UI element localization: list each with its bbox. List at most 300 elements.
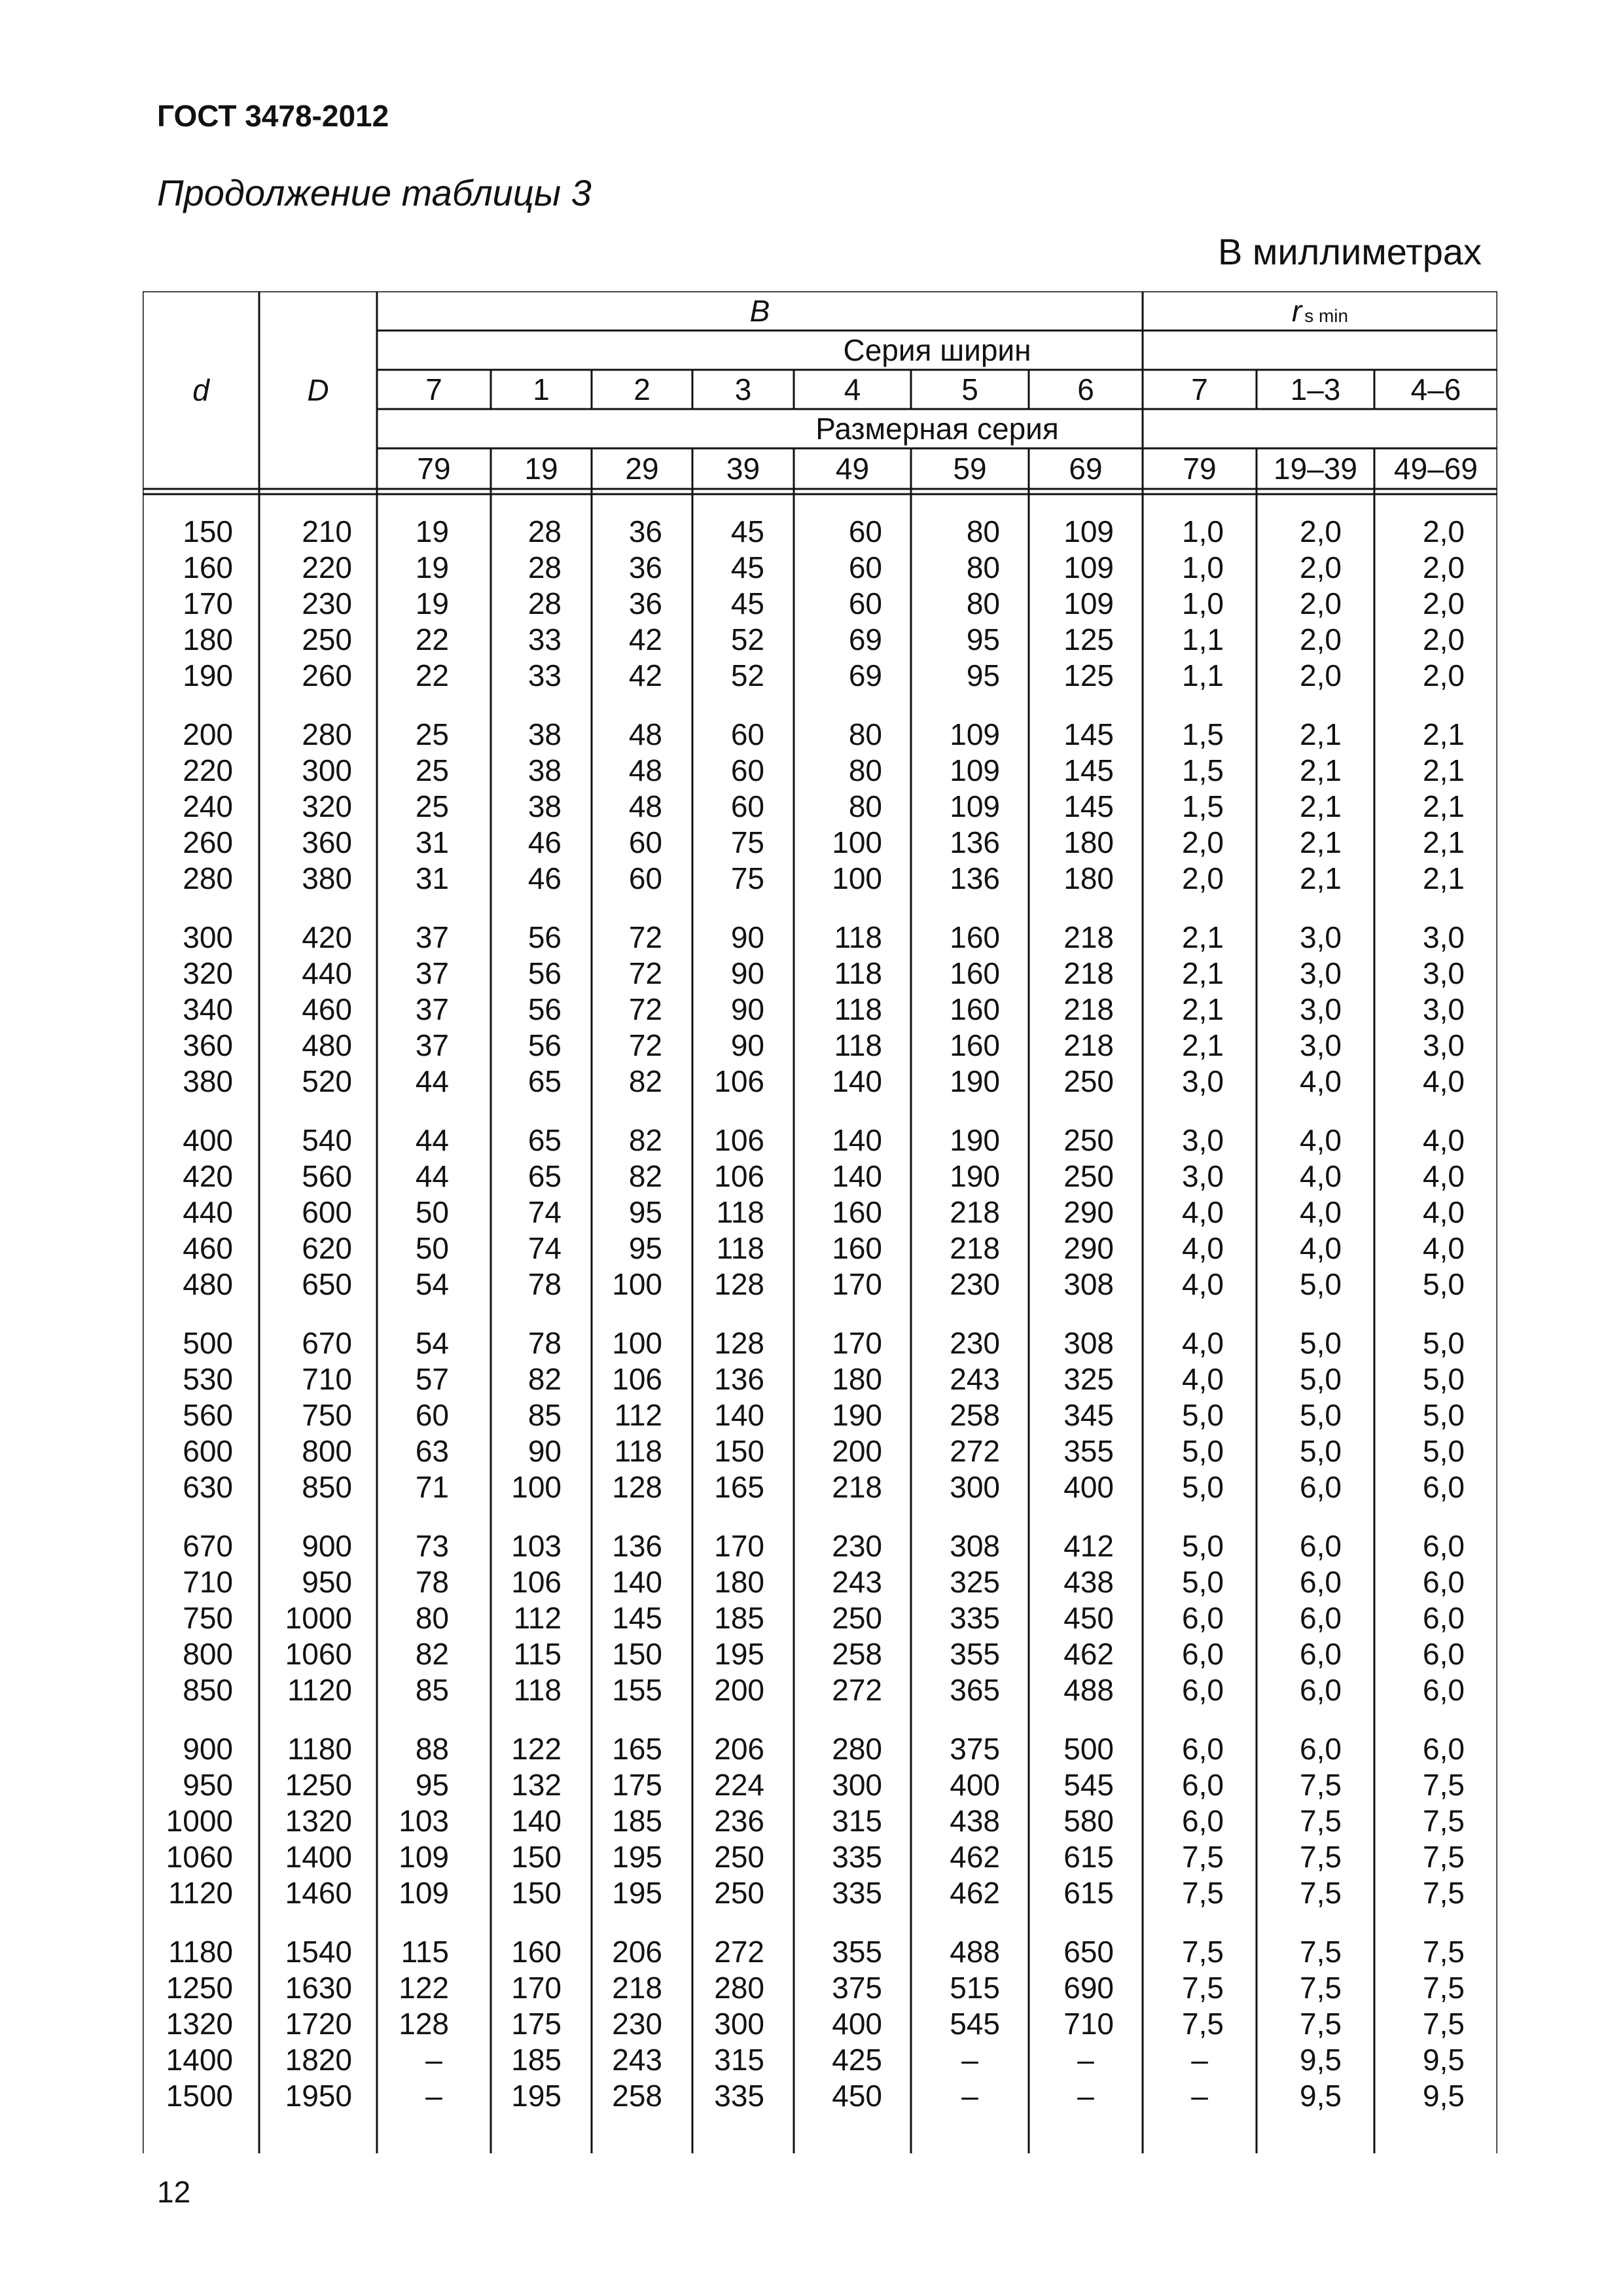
table-cell: 210 xyxy=(302,514,352,548)
table-cell: 375 xyxy=(832,1971,882,2005)
table-cell: 1400 xyxy=(166,2043,233,2077)
table-cell: 615 xyxy=(1063,1840,1114,1874)
table-cell: 60 xyxy=(730,789,764,823)
table-cell: 2,0 xyxy=(1300,514,1342,548)
table-row xyxy=(143,1433,1497,1469)
document-code: ГОСТ 3478-2012 xyxy=(157,99,389,133)
table-cell: 118 xyxy=(834,1028,882,1062)
table-cell: 380 xyxy=(183,1064,233,1098)
table-row xyxy=(143,1122,1497,1158)
table-cell: 240 xyxy=(183,789,233,823)
table-cell: 37 xyxy=(415,956,449,990)
table-cell: 1180 xyxy=(287,1732,352,1766)
table-cell: 150 xyxy=(183,514,233,548)
table-row xyxy=(143,586,1497,622)
table-cell: 1320 xyxy=(166,2007,233,2041)
table-cell: 224 xyxy=(714,1768,764,1802)
table-cell: 100 xyxy=(832,825,882,859)
width-code: 4 xyxy=(844,372,861,406)
table-cell: 230 xyxy=(302,586,352,620)
table-cell: 440 xyxy=(183,1195,233,1229)
table-cell: 1120 xyxy=(287,1673,352,1707)
table-cell: 90 xyxy=(527,1434,562,1468)
table-cell: 218 xyxy=(950,1195,1000,1229)
table-cell: 650 xyxy=(1063,1935,1114,1969)
table-row xyxy=(143,1934,1497,1970)
table-cell: 82 xyxy=(628,1064,662,1098)
table-cell: 100 xyxy=(612,1326,662,1360)
table-cell: 6,0 xyxy=(1300,1529,1342,1563)
table-cell: 1540 xyxy=(285,1935,352,1969)
row-group xyxy=(143,920,1497,1096)
table-cell: 950 xyxy=(183,1768,233,1802)
table-caption: Продолжение таблицы 3 xyxy=(157,172,592,213)
table-cell: 2,0 xyxy=(1300,658,1342,692)
table-cell: 6,0 xyxy=(1300,1601,1342,1635)
table-cell: 54 xyxy=(415,1267,449,1301)
table-cell: 320 xyxy=(302,789,352,823)
table-row xyxy=(143,1230,1497,1266)
table-cell: 80 xyxy=(848,789,882,823)
table-cell: 195 xyxy=(714,1637,764,1671)
table-cell: 260 xyxy=(183,825,233,859)
table-cell: – xyxy=(961,2043,978,2077)
table-cell: 243 xyxy=(612,2043,662,2077)
table-cell: 400 xyxy=(1063,1470,1114,1504)
table-cell: 650 xyxy=(302,1267,352,1301)
table-cell: 218 xyxy=(950,1231,1000,1265)
table-cell: 118 xyxy=(716,1195,764,1229)
table-cell: 48 xyxy=(628,717,662,751)
table-cell: 4,0 xyxy=(1423,1123,1465,1157)
table-cell: 5,0 xyxy=(1423,1267,1465,1301)
table-cell: 80 xyxy=(966,514,1000,548)
width-code: 4–6 xyxy=(1410,372,1461,406)
table-cell: 280 xyxy=(183,861,233,895)
table-cell: 1060 xyxy=(285,1637,352,1671)
table-cell: 220 xyxy=(302,550,352,584)
table-cell: 258 xyxy=(832,1637,882,1671)
dimension-code: 79 xyxy=(1183,452,1217,486)
table-cell: 5,0 xyxy=(1182,1398,1224,1432)
table-cell: 80 xyxy=(415,1601,449,1635)
table-cell: 150 xyxy=(511,1876,562,1910)
table-cell: 200 xyxy=(832,1434,882,1468)
table-cell: 180 xyxy=(714,1565,764,1599)
table-cell: 170 xyxy=(183,586,233,620)
table-cell: 50 xyxy=(415,1231,449,1265)
table-cell: 230 xyxy=(832,1529,882,1563)
table-cell: 44 xyxy=(415,1159,449,1193)
table-cell: 5,0 xyxy=(1423,1362,1465,1396)
table-cell: 2,1 xyxy=(1182,956,1224,990)
table-cell: 60 xyxy=(415,1398,449,1432)
width-code: 3 xyxy=(734,372,752,406)
table-cell: 670 xyxy=(302,1326,352,1360)
table-cell: 56 xyxy=(527,920,562,954)
table-cell: 620 xyxy=(302,1231,352,1265)
table-row xyxy=(143,514,1497,550)
table-cell: 236 xyxy=(714,1804,764,1838)
table-cell: 160 xyxy=(950,956,1000,990)
table-cell: 450 xyxy=(1063,1601,1114,1635)
table-row xyxy=(143,622,1497,658)
table-cell: 109 xyxy=(399,1876,449,1910)
table-cell: 160 xyxy=(183,550,233,584)
table-cell: 2,0 xyxy=(1423,514,1465,548)
table-cell: – xyxy=(1077,2043,1094,2077)
table-cell: 230 xyxy=(950,1326,1000,1360)
table-cell: 65 xyxy=(527,1159,562,1193)
table-cell: 109 xyxy=(950,717,1000,751)
table-cell: 7,5 xyxy=(1423,1876,1465,1910)
table-cell: 1,0 xyxy=(1182,550,1224,584)
table-cell: 3,0 xyxy=(1300,1028,1342,1062)
table-cell: 140 xyxy=(832,1064,882,1098)
table-cell: 150 xyxy=(714,1434,764,1468)
table-cell: 82 xyxy=(628,1159,662,1193)
table-cell: 45 xyxy=(730,586,764,620)
table-row xyxy=(143,1731,1497,1767)
table-cell: 340 xyxy=(183,992,233,1026)
table-cell: 75 xyxy=(730,825,764,859)
table-cell: 325 xyxy=(1063,1362,1114,1396)
table-cell: 78 xyxy=(415,1565,449,1599)
table-cell: 218 xyxy=(832,1470,882,1504)
table-cell: 82 xyxy=(628,1123,662,1157)
table-cell: 7,5 xyxy=(1182,1840,1224,1874)
table-cell: 37 xyxy=(415,920,449,954)
table-cell: 218 xyxy=(1063,956,1114,990)
table-cell: 335 xyxy=(832,1876,882,1910)
table-cell: 4,0 xyxy=(1182,1362,1224,1396)
units-label: В миллиметрах xyxy=(1217,231,1482,272)
table-cell: 5,0 xyxy=(1300,1362,1342,1396)
table-cell: 136 xyxy=(714,1362,764,1396)
table-cell: 37 xyxy=(415,1028,449,1062)
table-cell: 2,1 xyxy=(1182,920,1224,954)
table-cell: 9,5 xyxy=(1300,2079,1342,2113)
table-cell: 7,5 xyxy=(1300,2007,1342,2041)
table-cell: 6,0 xyxy=(1423,1565,1465,1599)
table-cell: 44 xyxy=(415,1123,449,1157)
table-cell: 145 xyxy=(1063,753,1114,787)
table-cell: 4,0 xyxy=(1182,1231,1224,1265)
table-cell: 6,0 xyxy=(1300,1470,1342,1504)
table-cell: 128 xyxy=(399,2007,449,2041)
table-cell: 118 xyxy=(834,920,882,954)
table-cell: 36 xyxy=(628,586,662,620)
table-cell: 33 xyxy=(527,658,562,692)
table-row xyxy=(143,956,1497,992)
table-cell: 4,0 xyxy=(1300,1123,1342,1157)
table-cell: 19 xyxy=(415,586,449,620)
row-group xyxy=(143,1122,1497,1299)
table-row xyxy=(143,1064,1497,1100)
table-cell: 1630 xyxy=(285,1971,352,2005)
table-cell: 115 xyxy=(513,1637,562,1671)
table-cell: 750 xyxy=(302,1398,352,1432)
table-cell: 56 xyxy=(527,992,562,1026)
table-cell: 220 xyxy=(183,753,233,787)
table-cell: 140 xyxy=(612,1565,662,1599)
table-cell: – xyxy=(1077,2079,1094,2113)
table-cell: 60 xyxy=(730,717,764,751)
table-cell: 9,5 xyxy=(1423,2043,1465,2077)
table-cell: 4,0 xyxy=(1300,1064,1342,1098)
table-cell: 2,0 xyxy=(1423,622,1465,656)
table-cell: 1120 xyxy=(168,1876,233,1910)
table-cell: 300 xyxy=(950,1470,1000,1504)
table-row xyxy=(143,2006,1497,2042)
table-cell: 5,0 xyxy=(1182,1529,1224,1563)
table-cell: 170 xyxy=(511,1971,562,2005)
table-cell: 185 xyxy=(612,1804,662,1838)
table-cell: 85 xyxy=(415,1673,449,1707)
table-cell: 6,0 xyxy=(1423,1637,1465,1671)
dimension-code: 49–69 xyxy=(1394,452,1478,486)
table-cell: – xyxy=(1191,2079,1208,2113)
table-cell: 440 xyxy=(302,956,352,990)
table-cell: 25 xyxy=(415,789,449,823)
table-cell: 72 xyxy=(628,956,662,990)
table-cell: 280 xyxy=(832,1732,882,1766)
table-cell: 195 xyxy=(612,1840,662,1874)
table-cell: 315 xyxy=(714,2043,764,2077)
table-cell: 5,0 xyxy=(1300,1398,1342,1432)
table-cell: 400 xyxy=(183,1123,233,1157)
table-cell: 109 xyxy=(1063,550,1114,584)
table-cell: 136 xyxy=(950,825,1000,859)
table-cell: 1820 xyxy=(285,2043,352,2077)
table-cell: 462 xyxy=(950,1840,1000,1874)
table-cell: 488 xyxy=(1063,1673,1114,1707)
table-cell: 2,0 xyxy=(1182,861,1224,895)
table-cell: 2,1 xyxy=(1423,717,1465,751)
table-cell: 290 xyxy=(1063,1231,1114,1265)
table-cell: 118 xyxy=(834,992,882,1026)
header-width-series: Серия ширин xyxy=(843,333,1031,367)
dimension-code: 49 xyxy=(835,452,870,486)
table-cell: 2,1 xyxy=(1182,1028,1224,1062)
table-row xyxy=(143,658,1497,694)
table-cell: 128 xyxy=(612,1470,662,1504)
row-group xyxy=(143,1528,1497,1705)
table-cell: 109 xyxy=(950,753,1000,787)
table-cell: 315 xyxy=(832,1804,882,1838)
table-cell: 3,0 xyxy=(1300,920,1342,954)
table-cell: 100 xyxy=(511,1470,562,1504)
table-cell: 140 xyxy=(832,1159,882,1193)
table-cell: 48 xyxy=(628,753,662,787)
table-cell: 950 xyxy=(302,1565,352,1599)
table-cell: 355 xyxy=(950,1637,1000,1671)
table-cell: 6,0 xyxy=(1300,1732,1342,1766)
table-cell: 420 xyxy=(183,1159,233,1193)
table-cell: 190 xyxy=(950,1064,1000,1098)
table-row xyxy=(143,1397,1497,1433)
table-cell: 106 xyxy=(714,1159,764,1193)
table-cell: 25 xyxy=(415,717,449,751)
table-cell: 380 xyxy=(302,861,352,895)
table-row xyxy=(143,1600,1497,1636)
table-cell: 4,0 xyxy=(1182,1195,1224,1229)
table-row xyxy=(143,1158,1497,1194)
table-cell: 420 xyxy=(302,920,352,954)
table-cell: 600 xyxy=(183,1434,233,1468)
table-cell: 69 xyxy=(848,622,882,656)
table-cell: 2,1 xyxy=(1300,825,1342,859)
table-cell: 480 xyxy=(302,1028,352,1062)
table-cell: 6,0 xyxy=(1182,1804,1224,1838)
table-cell: 160 xyxy=(832,1231,882,1265)
table-cell: 72 xyxy=(628,992,662,1026)
table-cell: 118 xyxy=(834,956,882,990)
table-cell: 90 xyxy=(730,956,764,990)
table-cell: 180 xyxy=(832,1362,882,1396)
table-cell: 2,1 xyxy=(1423,861,1465,895)
table-row xyxy=(143,1970,1497,2006)
table-cell: 109 xyxy=(950,789,1000,823)
table-cell: 710 xyxy=(183,1565,233,1599)
table-cell: 90 xyxy=(730,992,764,1026)
table-cell: 106 xyxy=(612,1362,662,1396)
table-cell: 82 xyxy=(415,1637,449,1671)
table-cell: 462 xyxy=(950,1876,1000,1910)
table-cell: 250 xyxy=(1063,1064,1114,1098)
table-cell: 365 xyxy=(950,1673,1000,1707)
table-cell: 3,0 xyxy=(1300,992,1342,1026)
table-cell: 3,0 xyxy=(1423,1028,1465,1062)
table-cell: 560 xyxy=(302,1159,352,1193)
table-row xyxy=(143,2078,1497,2114)
table-cell: 80 xyxy=(848,753,882,787)
table-cell: 280 xyxy=(302,717,352,751)
table-cell: 515 xyxy=(950,1971,1000,2005)
table-cell: 6,0 xyxy=(1300,1565,1342,1599)
table-cell: 42 xyxy=(628,658,662,692)
table-cell: 400 xyxy=(832,2007,882,2041)
table-cell: 488 xyxy=(950,1935,1000,1969)
table-cell: 7,5 xyxy=(1300,1768,1342,1802)
table-cell: 5,0 xyxy=(1423,1434,1465,1468)
table-cell: 145 xyxy=(612,1601,662,1635)
table-cell: 95 xyxy=(966,622,1000,656)
width-code: 7 xyxy=(425,372,442,406)
table-cell: 7,5 xyxy=(1300,1971,1342,2005)
table-cell: 46 xyxy=(527,825,562,859)
table-cell: 109 xyxy=(1063,586,1114,620)
table-cell: 33 xyxy=(527,622,562,656)
dimensions-table xyxy=(143,291,1497,2153)
table-cell: 100 xyxy=(832,861,882,895)
table-cell: 1320 xyxy=(285,1804,352,1838)
table-cell: 335 xyxy=(714,2079,764,2113)
table-cell: 218 xyxy=(1063,1028,1114,1062)
table-cell: 250 xyxy=(832,1601,882,1635)
table-cell: 19 xyxy=(415,550,449,584)
table-cell: 580 xyxy=(1063,1804,1114,1838)
table-cell: 300 xyxy=(832,1768,882,1802)
table-cell: 195 xyxy=(511,2079,562,2113)
table-cell: 7,5 xyxy=(1423,1768,1465,1802)
table-cell: 185 xyxy=(714,1601,764,1635)
table-cell: 2,1 xyxy=(1300,753,1342,787)
table-cell: 7,5 xyxy=(1423,1804,1465,1838)
table-cell: 200 xyxy=(183,717,233,751)
table-cell: 132 xyxy=(511,1768,562,1802)
table-cell: 2,0 xyxy=(1423,586,1465,620)
table-cell: 460 xyxy=(302,992,352,1026)
table-cell: 38 xyxy=(527,789,562,823)
table-cell: 136 xyxy=(950,861,1000,895)
table-cell: 95 xyxy=(966,658,1000,692)
table-cell: 1000 xyxy=(285,1601,352,1635)
header-B: B xyxy=(749,294,770,328)
table-cell: 69 xyxy=(848,658,882,692)
table-cell: 80 xyxy=(848,717,882,751)
table-cell: 19 xyxy=(415,514,449,548)
table-cell: 122 xyxy=(511,1732,562,1766)
table-cell: 6,0 xyxy=(1182,1768,1224,1802)
table-cell: 122 xyxy=(399,1971,449,2005)
table-cell: 438 xyxy=(950,1804,1000,1838)
table-cell: 103 xyxy=(399,1804,449,1838)
table-cell: 95 xyxy=(628,1231,662,1265)
table-cell: 5,0 xyxy=(1182,1565,1224,1599)
table-cell: 112 xyxy=(513,1601,562,1635)
table-cell: 46 xyxy=(527,861,562,895)
table-cell: 5,0 xyxy=(1300,1434,1342,1468)
table-cell: 615 xyxy=(1063,1876,1114,1910)
width-code: 1 xyxy=(533,372,550,406)
table-row xyxy=(143,2042,1497,2078)
table-cell: 900 xyxy=(302,1529,352,1563)
table-row xyxy=(143,1194,1497,1230)
table-cell: 355 xyxy=(832,1935,882,1969)
table-row xyxy=(143,1028,1497,1064)
table-cell: 1500 xyxy=(166,2079,233,2113)
table-cell: 80 xyxy=(966,586,1000,620)
table-cell: 4,0 xyxy=(1423,1231,1465,1265)
table-cell: 4,0 xyxy=(1300,1159,1342,1193)
table-cell: 300 xyxy=(714,2007,764,2041)
table-cell: 218 xyxy=(1063,992,1114,1026)
table-cell: 710 xyxy=(1063,2007,1114,2041)
table-cell: 175 xyxy=(612,1768,662,1802)
table-cell: 170 xyxy=(714,1529,764,1563)
table-cell: 2,0 xyxy=(1300,622,1342,656)
table-cell: 42 xyxy=(628,622,662,656)
table-cell: 72 xyxy=(628,920,662,954)
table-cell: 1060 xyxy=(166,1840,233,1874)
table-row xyxy=(143,1564,1497,1600)
table-cell: 65 xyxy=(527,1064,562,1098)
table-row xyxy=(143,789,1497,825)
table-cell: 140 xyxy=(714,1398,764,1432)
table-cell: 500 xyxy=(183,1326,233,1360)
table-cell: 360 xyxy=(183,1028,233,1062)
table-cell: 52 xyxy=(730,622,764,656)
table-cell: 106 xyxy=(714,1123,764,1157)
table-cell: 3,0 xyxy=(1423,920,1465,954)
table-cell: 106 xyxy=(511,1565,562,1599)
table-cell: 118 xyxy=(716,1231,764,1265)
table-cell: 115 xyxy=(401,1935,449,1969)
table-cell: 460 xyxy=(183,1231,233,1265)
table-cell: 2,1 xyxy=(1300,789,1342,823)
table-cell: 3,0 xyxy=(1182,1123,1224,1157)
